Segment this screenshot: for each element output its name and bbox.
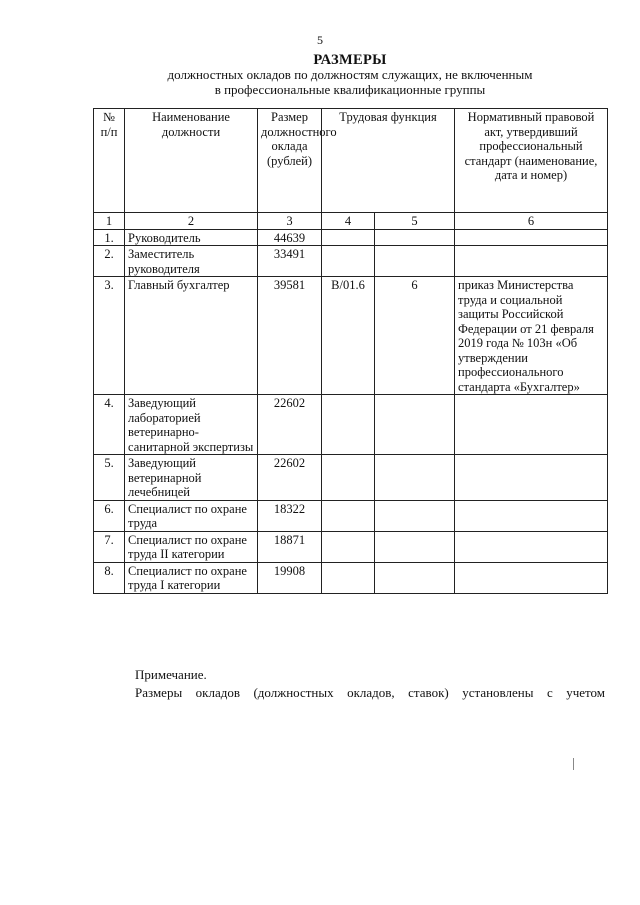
header-name: Наименование должности (125, 109, 258, 213)
legal-act (455, 500, 608, 531)
legal-act (455, 229, 608, 246)
table-row (94, 246, 608, 277)
salary-value: 18322 (258, 500, 322, 531)
row-number: 5. (94, 455, 125, 501)
legal-act (455, 562, 608, 593)
column-number-row (94, 213, 608, 230)
position-name: Заведующий ветеринарной лечебницей (125, 455, 258, 501)
salary-value: 44639 (258, 229, 322, 246)
position-name: Руководитель (125, 229, 258, 246)
position-name: Специалист по охране труда I категории (125, 562, 258, 593)
note-text: Размеры окладов (должностных окладов, ставок) установлены с учетом (135, 685, 605, 700)
table-row (94, 277, 608, 395)
table-row (94, 500, 608, 531)
document-title: РАЗМЕРЫ (313, 52, 387, 68)
column-number: 2 (125, 213, 258, 230)
row-number: 2. (94, 246, 125, 277)
function-code (322, 500, 375, 531)
row-number: 4. (94, 395, 125, 455)
note-label: Примечание. (135, 667, 207, 682)
function-code (322, 562, 375, 593)
document-subtitle (0, 67, 640, 97)
column-number: 5 (375, 213, 455, 230)
function-level (375, 500, 455, 531)
row-number: 6. (94, 500, 125, 531)
position-name: Заведующий лабораторией ветеринарно-санитарной экспертизы (125, 395, 258, 455)
legal-act (455, 246, 608, 277)
header-function: Трудовая функция (322, 109, 455, 213)
position-name: Заместитель руководителя (125, 246, 258, 277)
salary-value: 33491 (258, 246, 322, 277)
function-level (375, 395, 455, 455)
position-name: Главный бухгалтер (125, 277, 258, 395)
function-code: В/01.6 (322, 277, 375, 395)
salary-value: 19908 (258, 562, 322, 593)
salary-value: 22602 (258, 395, 322, 455)
function-level (375, 562, 455, 593)
table-row (94, 562, 608, 593)
function-code (322, 455, 375, 501)
table-row (94, 395, 608, 455)
column-number: 1 (94, 213, 125, 230)
page-number: 5 (317, 33, 323, 47)
table-row (94, 531, 608, 562)
function-code (322, 246, 375, 277)
function-level: 6 (375, 277, 455, 395)
position-name: Специалист по охране труда (125, 500, 258, 531)
function-level (375, 246, 455, 277)
function-level (375, 455, 455, 501)
row-number: 3. (94, 277, 125, 395)
table-row (94, 455, 608, 501)
legal-act: приказ Министерства труда и социальной защиты Российской Федерации от 21 февраля 2019 года № 103н «Об утверждении профессионального стандарта «Бухгалтер» (455, 277, 608, 395)
header-num: № п/п (94, 109, 125, 213)
table-row (94, 229, 608, 246)
salary-value: 18871 (258, 531, 322, 562)
column-number: 3 (258, 213, 322, 230)
function-code (322, 395, 375, 455)
position-name: Специалист по охране труда II категории (125, 531, 258, 562)
function-code (322, 531, 375, 562)
row-number: 1. (94, 229, 125, 246)
row-number: 7. (94, 531, 125, 562)
function-level (375, 531, 455, 562)
function-level (375, 229, 455, 246)
header-act: Нормативный правовой акт, утвердивший профессиональный стандарт (наименование, дата и номер) (455, 109, 608, 213)
header-row (94, 109, 608, 213)
header-salary: Размер должностного оклада (рублей) (258, 109, 322, 213)
legal-act (455, 455, 608, 501)
salary-value: 39581 (258, 277, 322, 395)
column-number: 6 (455, 213, 608, 230)
subtitle-line-1: должностных окладов по должностям служащих, не включенным (167, 67, 533, 82)
salary-value: 22602 (258, 455, 322, 501)
legal-act (455, 531, 608, 562)
salary-table (93, 108, 608, 594)
margin-mark (573, 758, 574, 770)
legal-act (455, 395, 608, 455)
column-number: 4 (322, 213, 375, 230)
subtitle-line-2: в профессиональные квалификационные группы (214, 82, 486, 97)
function-code (322, 229, 375, 246)
row-number: 8. (94, 562, 125, 593)
